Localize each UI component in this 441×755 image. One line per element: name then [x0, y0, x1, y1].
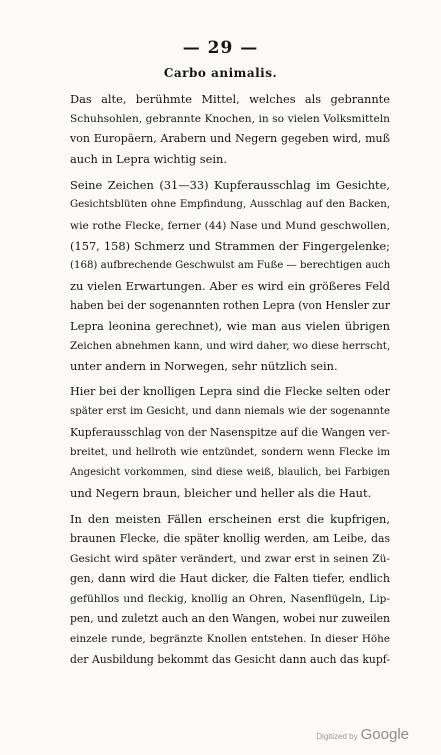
text-line: Zeichen abnehmen kann, und wird daher, wo diese herrscht, [70, 340, 391, 353]
text-line: In den meisten Fällen erscheinen erst die kupfrigen, [70, 511, 390, 526]
text-line: Gesichtsblüten ohne Empfindung, Ausschlag auf den Backen, [70, 199, 390, 211]
text-line: (157, 158) Schmerz und Strammen der Fingergelenke; [70, 238, 390, 253]
text-line: Kupferausschlag von der Nasenspitze auf die Wangen ver- [70, 425, 390, 439]
paragraph-4 [56, 509, 390, 670]
text-line: breitet, und hellroth wie entzündet, sondern wenn Flecke im [70, 446, 390, 458]
text-line: Schuhsohlen, gebrannte Knochen, in so vielen Volksmitteln [70, 113, 390, 126]
text-line: und Negern braun, bleicher und heller als die Haut. [70, 485, 372, 500]
page-number: — 29 — [182, 38, 259, 58]
text-line: Das alte, berühmte Mittel, welches als gebrannte [70, 92, 390, 106]
text-line: (168) aufbrechende Geschwulst am Fuße — berechtigen auch [70, 259, 391, 271]
text-line: Lepra leonina gerechnet), wie man aus vielen übrigen [70, 319, 390, 334]
text-line: der Ausbildung bekommt das Gesicht dann auch das kupf- [70, 652, 390, 666]
text-line: braunen Flecke, die später knollig werden, am Leibe, das [70, 531, 390, 545]
text-line: gen, dann wird die Haut dicker, die Falten tiefer, endlich [70, 572, 390, 586]
text-line: später erst im Gesicht, und dann niemals wie der sogenannte [70, 406, 390, 418]
body-text [56, 89, 390, 676]
text-line: von Europäern, Arabern und Negern gegeben wird, muß [70, 132, 390, 146]
digitized-by-label: Digitized by [316, 732, 358, 741]
section-title: Carbo animalis. [163, 66, 278, 80]
text-line: pen, und zuletzt auch an den Wangen, wobei nur zuweilen [70, 612, 390, 626]
text-line: Seine Zeichen (31—33) Kupferausschlag im Gesichte, [70, 178, 390, 193]
text-line: wie rothe Flecke, ferner (44) Nase und Mund geschwollen, [70, 219, 390, 232]
text-line: einzele runde, begränzte Knollen entstehen. In dieser Höhe [70, 633, 390, 646]
text-line: zu vielen Erwartungen. Aber es wird ein größeres Feld [70, 278, 390, 293]
text-line: auch in Lepra wichtig sein. [70, 152, 227, 167]
text-line: unter andern in Norwegen, sehr nützlich sein. [70, 359, 338, 374]
text-line: Hier bei der knolligen Lepra sind die Flecke selten oder [70, 385, 390, 399]
digitized-watermark [316, 726, 409, 743]
paragraph-3 [56, 382, 390, 503]
text-line: Angesicht vorkommen, sind diese weiß, blaulich, bei Farbigen [70, 466, 390, 478]
text-line: Gesicht wird später verändert, und zwar erst in seinen Zü- [70, 553, 390, 566]
text-line: gefühllos und fleckig, knollig an Ohren, Nasenflügeln, Lip- [70, 593, 390, 606]
paragraph-1 [56, 89, 390, 169]
google-logo: Google [360, 726, 409, 743]
text-line: haben bei der sogenannten rothen Lepra (von Hensler zur [70, 298, 390, 312]
paragraph-2 [56, 175, 390, 376]
